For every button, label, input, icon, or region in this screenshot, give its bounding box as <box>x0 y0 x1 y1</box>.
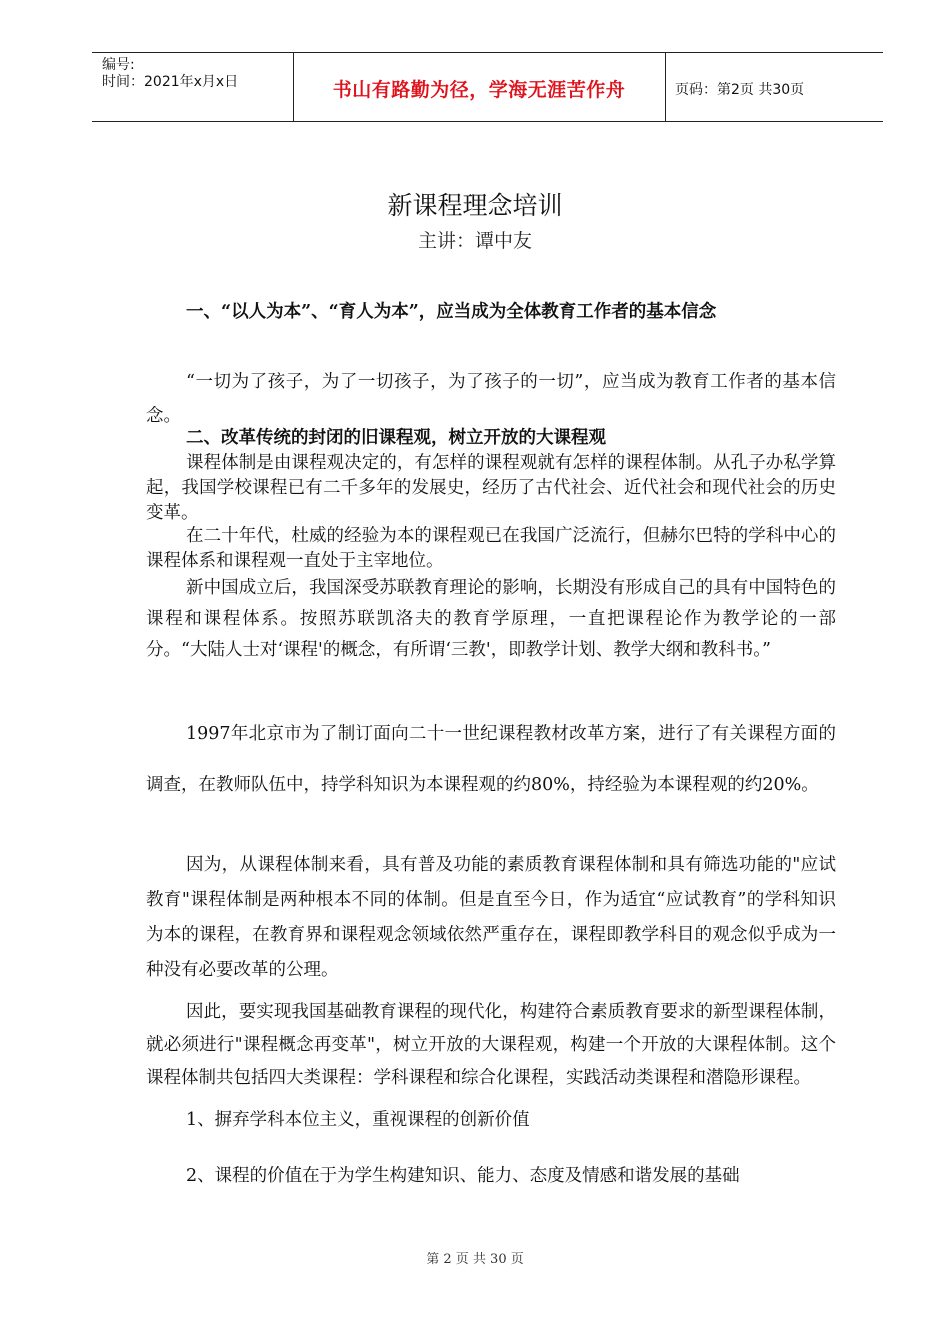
document-subtitle: 主讲：谭中友 <box>417 230 532 252</box>
number-label: 编号: <box>102 57 135 73</box>
paragraph: 在二十年代，杜威的经验为本的课程观已在我国广泛流行，但赫尔巴特的学科中心的课程体系和课程观一直处于主宰地位。 <box>146 526 836 571</box>
section-heading-2: 二、改革传统的封闭的旧课程观，树立开放的大课程观 <box>186 428 606 448</box>
header-motto-cell <box>293 53 666 121</box>
paragraph: 因为，从课程体制来看，具有普及功能的素质教育课程体制和具有筛选功能的"应试教育"课程体制是两种根本不同的体制。但是直至今日，作为适宜“应试教育”的学科知识为本的课程，在教育界和课程观念领域依然严重存在，课程即教学科目的观念似乎成为一种没有必要改革的公理。 <box>146 855 836 980</box>
paragraph: 新中国成立后，我国深受苏联教育理论的影响，长期没有形成自己的具有中国特色的课程和课程体系。按照苏联凯洛夫的教育学原理，一直把课程论作为教学论的一部分。“大陆人士对‘课程'的概念，有所谓‘三教'，即教学计划、教学大纲和教科书。” <box>146 578 836 660</box>
document-title: 新课程理念培训 <box>387 191 563 220</box>
list-item: 1、摒弃学科本位主义，重视课程的创新价值 <box>186 1110 530 1130</box>
paragraph: 课程体制是由课程观决定的，有怎样的课程观就有怎样的课程体制。从孔子办私学算起，我国学校课程已有二千多年的发展史，经历了古代社会、近代社会和现代社会的历史变革。 <box>146 453 836 523</box>
header-table <box>92 52 883 122</box>
header-meta-cell <box>92 53 294 121</box>
header-page-cell <box>665 53 883 121</box>
paragraph: 1997年北京市为了制订面向二十一世纪课程教材改革方案，进行了有关课程方面的调查，在教师队伍中，持学科知识为本课程观的约80%，持经验为本课程观的约20%。 <box>146 724 836 795</box>
date-label: 时间：2021年x月x日 <box>102 74 239 90</box>
page-info: 页码：第2页 共30页 <box>675 82 805 98</box>
section-heading-1: 一、“以人为本”、“育人为本”，应当成为全体教育工作者的基本信念 <box>186 302 717 322</box>
motto: 书山有路勤为径，学海无涯苦作舟 <box>332 79 626 101</box>
page-footer: 第 2 页 共 30 页 <box>426 1252 524 1267</box>
paragraph: 因此，要实现我国基础教育课程的现代化，构建符合素质教育要求的新型课程体制，就必须进行"课程概念再变革"，树立开放的大课程观，构建一个开放的大课程体制。这个课程体制共包括四大类课程：学科课程和综合化课程，实践活动类课程和潜隐形课程。 <box>146 1002 836 1088</box>
paragraph: “一切为了孩子，为了一切孩子，为了孩子的一切”，应当成为教育工作者的基本信念。 <box>146 372 836 426</box>
list-item: 2、课程的价值在于为学生构建知识、能力、态度及情感和谐发展的基础 <box>186 1166 740 1186</box>
